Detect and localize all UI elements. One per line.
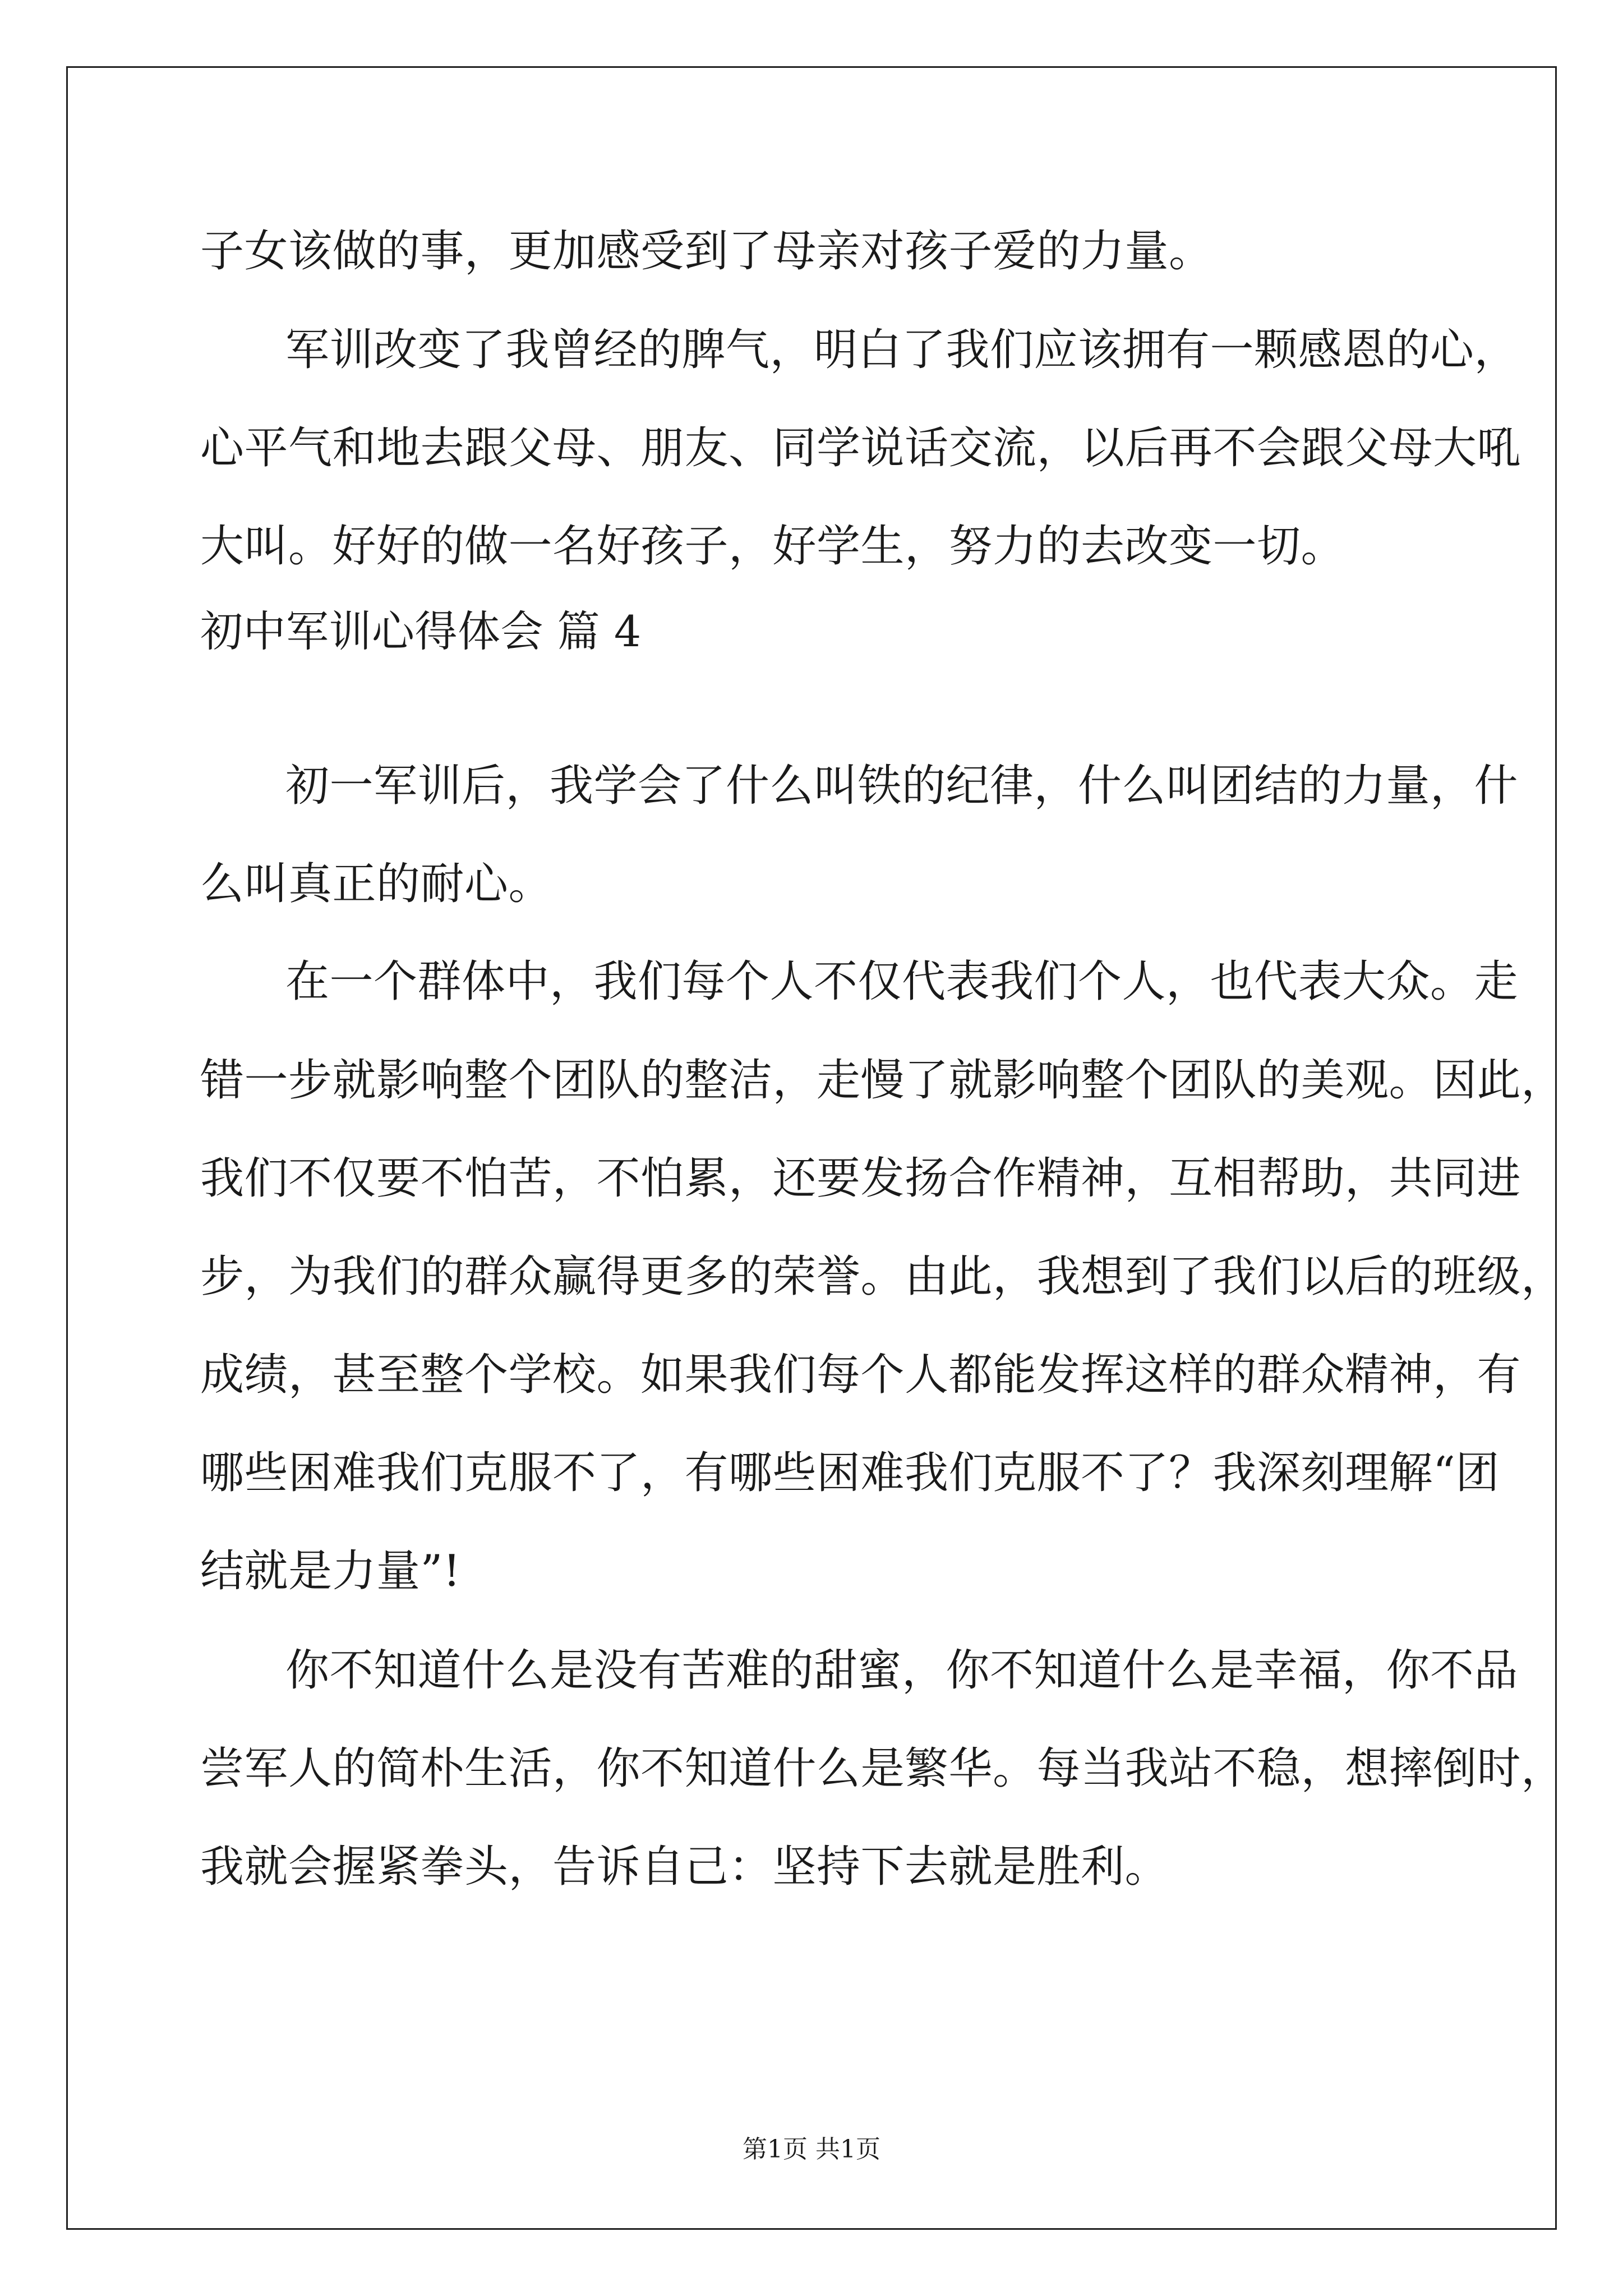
paragraph-5-line-2: 尝军人的简朴生活，你不知道什么是繁华。每当我站不稳，想摔倒时，	[200, 1743, 1565, 1794]
paragraph-2-line-2: 心平气和地去跟父母、朋友、同学说话交流，以后再不会跟父母大吼	[200, 423, 1521, 473]
section-heading: 初中军训心得体会 篇 4	[200, 606, 642, 656]
paragraph-3-line-1: 初一军训后，我学会了什么叫铁的纪律，什么叫团结的力量，什	[285, 761, 1519, 811]
paragraph-1-line-1: 子女该做的事，更加感受到了母亲对孩子爱的力量。	[200, 226, 1213, 277]
paragraph-4-line-1: 在一个群体中，我们每个人不仅代表我们个人，也代表大众。走	[285, 956, 1519, 1007]
paragraph-4-line-2: 错一步就影响整个团队的整洁，走慢了就影响整个团队的美观。因此，	[200, 1055, 1565, 1106]
paragraph-4-line-6: 哪些困难我们克服不了，有哪些困难我们克服不了？我深刻理解“团	[200, 1448, 1500, 1498]
page-number-footer: 第1页 共1页	[743, 2135, 880, 2164]
page-border	[66, 66, 1557, 2230]
paragraph-4-line-4: 步，为我们的群众赢得更多的荣誉。由此，我想到了我们以后的班级，	[200, 1251, 1565, 1302]
paragraph-4-line-5: 成绩，甚至整个学校。如果我们每个人都能发挥这样的群众精神，有	[200, 1350, 1521, 1400]
paragraph-5-line-1: 你不知道什么是没有苦难的甜蜜，你不知道什么是幸福，你不品	[285, 1645, 1519, 1696]
paragraph-5-line-3: 我就会握紧拳头，告诉自己：坚持下去就是胜利。	[200, 1842, 1169, 1892]
paragraph-3-line-2: 么叫真正的耐心。	[200, 859, 553, 909]
paragraph-4-line-3: 我们不仅要不怕苦，不怕累，还要发扬合作精神，互相帮助，共同进	[200, 1153, 1521, 1204]
paragraph-2-line-1: 军训改变了我曾经的脾气，明白了我们应该拥有一颗感恩的心，	[285, 325, 1519, 375]
paragraph-4-line-7: 结就是力量”!	[200, 1546, 461, 1596]
paragraph-2-line-3: 大叫。好好的做一名好孩子，好学生，努力的去改变一切。	[200, 521, 1345, 572]
